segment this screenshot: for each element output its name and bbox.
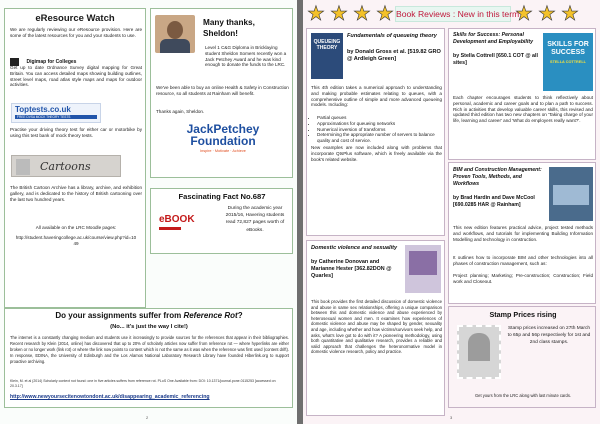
moodle-note: All available on the LRC Moodle pages: — [35, 225, 117, 230]
sheldon-photo — [155, 15, 195, 53]
star-icon: ★ — [307, 3, 325, 25]
queueing-title: Fundamentals of queueing theory — [347, 33, 437, 39]
page-number-left: 2 — [146, 415, 149, 420]
toptests-text: Practise your driving theory test for either car or motorbike by using this test bank of mock theory tests. — [10, 127, 142, 138]
stamp-note: Get yours from the LRC along with last minute cards. — [474, 393, 571, 398]
fact-text: During the academic year 2015/16, Havering students read 72,827 pages worth of eBooks. — [225, 206, 285, 233]
star-icon: ★ — [330, 3, 348, 25]
star-icon: ★ — [561, 3, 579, 25]
queueing-cover — [311, 33, 343, 79]
eresource-watch-box — [4, 8, 146, 308]
success-text: Each chapter encourages students to think reflectively about personal, academic and career goals and to plan a path to success. Rich in activities that develop valuable career skills, this revised and updated third edition has two new chapters on 'Taking charge of your life, learning and career' and 'What do employers really want?'. — [453, 95, 593, 124]
cartoons-logo[interactable] — [11, 155, 121, 177]
thanks-text-1: Level 1 C&G Diploma in Bricklaying student Sheldon Somers recently won a Jack Petchey Award and he was kind enough to donate the funds to the LRC. — [205, 45, 287, 68]
reference-rot-citation: Klein, M. et al (2014) Scholarly context not found: one in five articles suffers from reference rot. PLoS One Available from: DOI: 10.1371/journal.pone.0115253 [accessed on 20.3.17] — [10, 379, 276, 388]
list-item: • Approximations for queueing networks — [317, 121, 442, 127]
jack-petchey-logo — [167, 123, 279, 161]
digimap-text: Get up to date Ordnance Survey digital mapping for Great Britain. You can access detailed maps showing building outlines, street level maps, road atlas style maps and maps for outdoor activities. — [10, 65, 142, 88]
toptests-logo-text: Toptests.co.uk — [15, 105, 71, 114]
success-meta: by Stella Cottrell [650.1 COT @ all sites] — [453, 53, 538, 66]
left-page — [0, 0, 297, 424]
domestic-cover — [405, 245, 441, 293]
domestic-cover-image — [409, 251, 437, 275]
page-number-right: 3 — [450, 415, 453, 420]
list-item: • Partial queues — [317, 115, 442, 121]
success-title: Skills for Success: Personal Development and Employability — [453, 32, 534, 45]
cartoons-logo-text: Cartoons — [40, 160, 91, 173]
title-suffix: ? — [237, 311, 243, 320]
stamp-image — [457, 325, 501, 379]
star-icon: ★ — [538, 3, 556, 25]
star-icon: ★ — [515, 3, 533, 25]
thanks-text-2: We've been able to buy an online Health & Safety in Construction resource, so all students at Rainham will benefit. — [156, 85, 289, 96]
cartoon-figure-icon — [16, 159, 30, 175]
domestic-meta: by Catherine Donovan and Marianne Hester [362.82DON @ Quarles] — [311, 259, 392, 279]
title-em: Reference Rot — [183, 311, 238, 320]
ebook-underline-icon — [159, 227, 181, 230]
bim-text: This new edition features practical advice, project tested methods and workflows, and tutorials for implementing Building Information Modelling and technology in construction. — [453, 225, 593, 242]
fact-title: Fascinating Fact No.687 — [178, 192, 266, 201]
bim-meta: by Brad Hardin and Dave McCool [690.0285 HAR @ Rainham] — [453, 195, 535, 208]
review-queueing-theory — [306, 28, 445, 236]
digimap-heading — [10, 53, 142, 65]
bim-title: BIM and Construction Management: Proven Tools, Methods, and Workflows — [453, 167, 542, 187]
success-cover — [543, 33, 593, 91]
reference-rot-url[interactable]: http://www.newyoursecitenowtondont.ac.uk/disappearing_academic_referencing — [10, 394, 210, 400]
logo-line-2: Foundation — [190, 134, 256, 148]
digimap-title: Digimap for Colleges — [26, 58, 77, 65]
title-prefix: Do your assignments suffer from — [55, 311, 184, 320]
domestic-title: Domestic violence and sexuality — [311, 245, 398, 251]
eresource-title: eResource Watch — [35, 13, 115, 24]
list-item: • Determining the appropriate number of servers to balance quality and cost of service. — [317, 132, 442, 144]
toptests-logo[interactable] — [11, 103, 101, 123]
star-icon: ★ — [353, 3, 371, 25]
queueing-text: This 4th edition takes a numerical approach to understanding and making probable estimates relating to queues, with a comprehensive outline of simple and more advanced queueing models. Including: — [311, 85, 442, 108]
queueing-meta: by Donald Gross et al. [519.82 GRO @ Ardleigh Green] — [347, 49, 441, 62]
review-bim — [448, 162, 596, 304]
reference-rot-box — [4, 308, 293, 408]
stamp-title: Stamp Prices rising — [489, 310, 557, 319]
reference-rot-title — [9, 311, 289, 320]
reference-rot-subtitle: (No... it's just the way I cite!) — [110, 324, 188, 330]
queueing-cover-title: QUEUEING THEORY — [313, 39, 341, 51]
fascinating-fact-box — [150, 188, 293, 254]
thanks-box — [150, 8, 293, 178]
logo-tagline: Inspire · Motivate · Achieve — [200, 149, 246, 153]
ebook-logo — [159, 214, 199, 240]
cartoons-text: The British Cartoon Archive has a library, archive, and exhibition gallery, and is dedicated to the history of British cartooning over the last two hundred years. — [10, 185, 142, 202]
queen-head-icon — [468, 333, 490, 361]
reference-rot-text: The internet is a constantly changing medium and students use it increasingly to provide sources for the references that appear in their bibliographies. Recent research by Klein (2014, online) has discovered that up to 20% of scholarly articles now suffer from reference rot — where hyperlinks are either broken or no longer work (link rot) or where the link now points to content which is not the same as it was when the reference was first used (content drift). In response, EDINA, the University of Edinburgh and the Los Alamos National Laboratory Research Library have founded Hiberlink.org to support proactive archiving. — [10, 335, 289, 364]
bim-cover — [549, 167, 593, 221]
thanks-title: Many thanks, Sheldon! — [203, 18, 255, 38]
review-skills-for-success — [448, 28, 596, 160]
queueing-text-2: New examples are now included along with problems that incorporate QtsPlus software, which is freely available via the book's related website. — [311, 145, 442, 162]
bim-text-2: It outlines how to incorporate BIM and other technologies into all phases of construction management, such as: — [453, 255, 593, 266]
book-reviews-banner: Book Reviews : New in this term — [395, 6, 511, 22]
ebook-logo-text: eBOOK — [159, 214, 195, 225]
toptests-tag: FREE DVSA MOCK THEORY TESTS — [15, 115, 97, 119]
bim-text-3: Project planning; Marketing; Pre-construction; Construction; Field work and Closeout. — [453, 273, 593, 284]
review-domestic-violence — [306, 240, 445, 416]
star-icon: ★ — [376, 3, 394, 25]
eresource-intro: We are regularly reviewing our eResource provision. Here are some of the latest resources for you and your students to use. — [10, 27, 142, 38]
logo-line-1: JackPetchey — [186, 122, 260, 136]
queueing-bullets — [317, 115, 442, 144]
thanks-text-3: Thanks again, Sheldon. — [156, 109, 205, 114]
stamp-text: Stamp prices increased on 27th March to 65p and 56p respectively for 1st and 2nd class stamps. — [507, 326, 591, 345]
success-cover-title: SKILLS FOR SUCCESS — [547, 41, 589, 56]
success-cover-author: STELLA COTTRELL — [550, 60, 586, 64]
domestic-text: This book provides the first detailed discussion of domestic violence and abuse in same sex relationships, offering a unique comparison between this and domestic violence and abuse experienced by heterosexual women and men. It examines how experiences of domestic violence and abuse may be shaped by gender, sexuality and age, including whether and how victims/survivors seek help, and asks, what's love got to do with it? A pioneering methodology, using both quantitative and qualitative research, provides a reliable and valid approach that challenges the heteronormative model in domestic violence research, policy and practice. — [311, 299, 442, 355]
stamp-prices-box — [448, 306, 596, 408]
moodle-url[interactable]: http://student.haveringcollege.ac.uk/course/view.php?id=1049 — [15, 235, 137, 246]
list-item: • Numerical inversion of transforms — [317, 127, 442, 133]
bim-cover-image — [553, 185, 589, 205]
